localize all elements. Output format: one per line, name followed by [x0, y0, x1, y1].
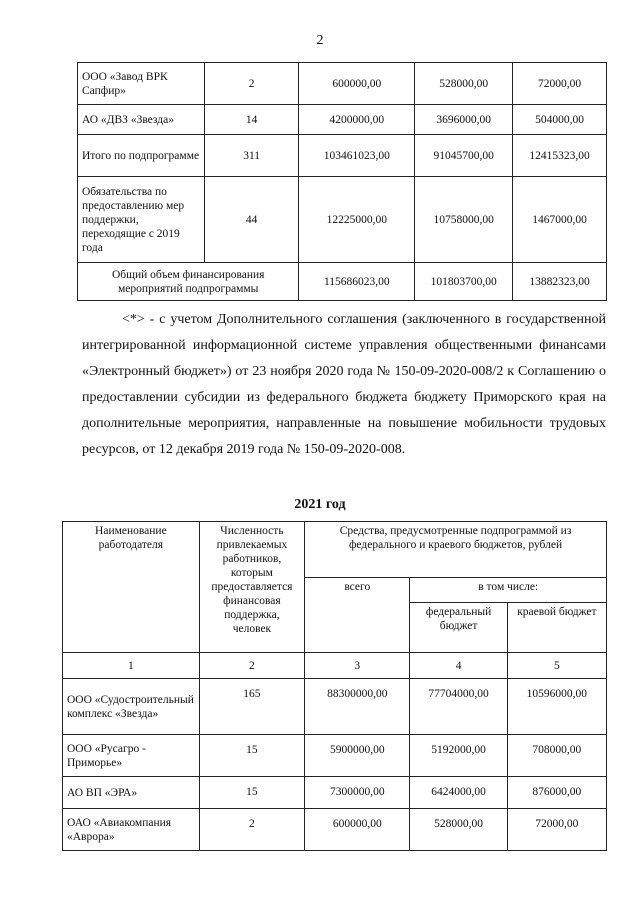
employer-header: Наименование работодателя — [63, 522, 200, 653]
column-number: 3 — [305, 653, 410, 679]
employer-name: Итого по подпрограмме — [78, 135, 205, 177]
total-amount: 600000,00 — [305, 809, 410, 851]
regional-amount: 708000,00 — [507, 735, 606, 777]
grand-total-federal: 101803700,00 — [415, 263, 513, 301]
funds-header: Средства, предусмотренные подпрограммой из федерального и краевого бюджетов, рублей — [305, 522, 607, 578]
workers-count: 15 — [199, 735, 304, 777]
employer-name: АО «ДВЗ «Звезда» — [78, 105, 205, 135]
workers-header: Численность привлекаемых работников, которым предоставляется финансовая поддержка, человек — [199, 522, 304, 653]
table-row — [78, 63, 607, 105]
table-row — [78, 105, 607, 135]
table-row — [63, 735, 607, 777]
grand-total-row — [78, 263, 607, 301]
regional-amount: 876000,00 — [507, 777, 606, 809]
federal-amount: 3696000,00 — [415, 105, 513, 135]
employer-name: АО ВП «ЭРА» — [63, 777, 200, 809]
federal-amount: 77704000,00 — [410, 679, 507, 735]
federal-header: федеральный бюджет — [410, 603, 507, 653]
total-amount: 4200000,00 — [299, 105, 415, 135]
federal-amount: 5192000,00 — [410, 735, 507, 777]
table-row — [78, 135, 607, 177]
workers-count: 2 — [204, 63, 299, 105]
workers-count: 14 — [204, 105, 299, 135]
workers-count: 15 — [199, 777, 304, 809]
federal-amount: 528000,00 — [415, 63, 513, 105]
header-row — [63, 522, 607, 578]
funding-table-2021 — [62, 521, 607, 851]
regional-amount: 72000,00 — [513, 63, 607, 105]
table-row — [78, 177, 607, 263]
grand-total-label: Общий объем финансирования мероприятий подпрограммы — [78, 263, 299, 301]
section-title: 2021 год — [294, 497, 346, 512]
table-row — [63, 679, 607, 735]
employer-name: ООО «Судостроительный комплекс «Звезда» — [63, 679, 200, 735]
federal-amount: 6424000,00 — [410, 777, 507, 809]
federal-amount: 10758000,00 — [415, 177, 513, 263]
workers-count: 44 — [204, 177, 299, 263]
regional-amount: 504000,00 — [513, 105, 607, 135]
workers-count: 165 — [199, 679, 304, 735]
employer-name: ООО «Русагро - Приморье» — [63, 735, 200, 777]
workers-count: 2 — [199, 809, 304, 851]
workers-count: 311 — [204, 135, 299, 177]
grand-total-regional: 13882323,00 — [513, 263, 607, 301]
column-number-row — [63, 653, 607, 679]
total-amount: 5900000,00 — [305, 735, 410, 777]
regional-amount: 10596000,00 — [507, 679, 606, 735]
table-row — [63, 809, 607, 851]
federal-amount: 528000,00 — [410, 809, 507, 851]
total-amount: 88300000,00 — [305, 679, 410, 735]
including-header: в том числе: — [410, 578, 607, 603]
table-row — [63, 777, 607, 809]
column-number: 5 — [507, 653, 606, 679]
column-number: 1 — [63, 653, 200, 679]
funding-table-continued — [77, 62, 607, 301]
regional-amount: 72000,00 — [507, 809, 606, 851]
total-header: всего — [305, 578, 410, 653]
regional-amount: 1467000,00 — [513, 177, 607, 263]
employer-name: ООО «Завод ВРК Сапфир» — [78, 63, 205, 105]
footnote — [82, 307, 606, 463]
regional-amount: 12415323,00 — [513, 135, 607, 177]
total-amount: 600000,00 — [299, 63, 415, 105]
total-amount: 7300000,00 — [305, 777, 410, 809]
total-amount: 103461023,00 — [299, 135, 415, 177]
regional-header: краевой бюджет — [507, 603, 606, 653]
column-number: 4 — [410, 653, 507, 679]
page-number: 2 — [316, 33, 324, 48]
employer-name: Обязательства по предоставлению мер поддержки, переходящие с 2019 года — [78, 177, 205, 263]
grand-total-amount: 115686023,00 — [299, 263, 415, 301]
employer-name: ОАО «Авиакомпания «Аврора» — [63, 809, 200, 851]
footnote-text: <*> - с учетом Дополнительного соглашения (заключенного в государственной интегрированной информационной системе управления общественными финансами «Электронный бюджет») от 23 ноября 2020 года № 150-09-2020-008/2 к Соглашению о предоставлении субсидии из федерального бюджета бюджету Приморского края на дополнительные мероприятия, направленные на повышение мобильности трудовых ресурсов, от 12 декабря 2019 года № 150-09-2020-008. — [82, 312, 606, 457]
federal-amount: 91045700,00 — [415, 135, 513, 177]
column-number: 2 — [199, 653, 304, 679]
total-amount: 12225000,00 — [299, 177, 415, 263]
